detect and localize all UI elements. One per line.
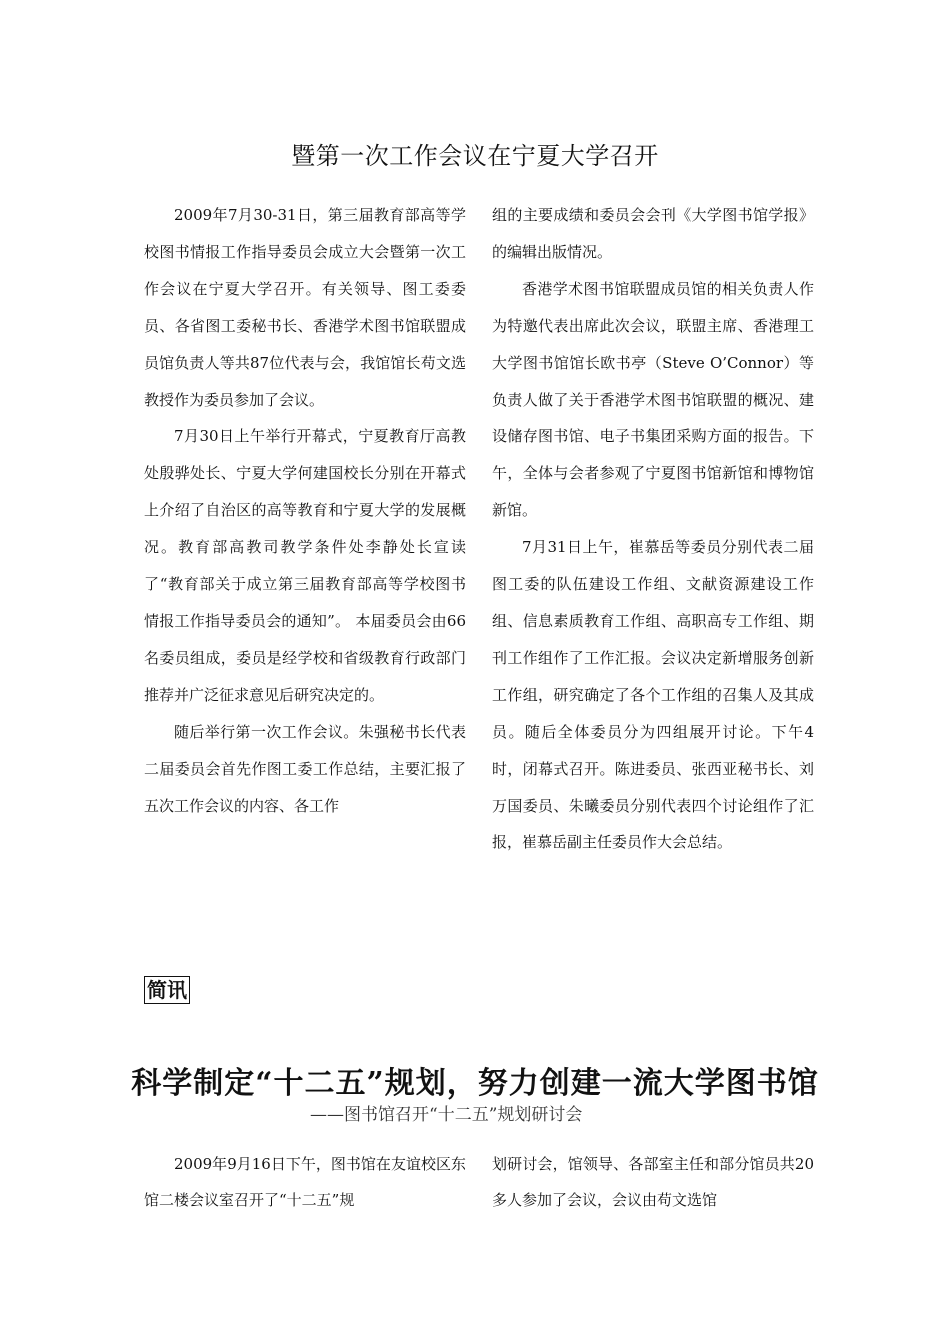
paragraph: 7月31日上午，崔慕岳等委员分别代表二届图工委的队伍建设工作组、文献资源建设工作组、信息素质教育工作组、高职高专工作组、期刊工作组作了工作汇报。会议决定新增服务创新工作组，研究确定了各个工作组的召集人及其成员。随后全体委员分为四组展开讨论。下午4时，闭幕式召开。陈进委员、张西亚秘书长、刘万国委员、朱曦委员分别代表四个讨论组作了汇报，崔慕岳副主任委员作大会总结。 bbox=[492, 538, 814, 852]
article-title: 暨第一次工作会议在宁夏大学召开 bbox=[291, 142, 659, 170]
article-subtitle: ——图书馆召开“十二五”规划研讨会 bbox=[310, 1105, 583, 1125]
article-right-column bbox=[492, 197, 814, 861]
paragraph: 划研讨会，馆领导、各部室主任和部分馆员共20多人参加了会议，会议由苟文选馆 bbox=[492, 1155, 814, 1209]
paragraph: 香港学术图书馆联盟成员馆的相关负责人作为特邀代表出席此次会议，联盟主席、香港理工大学图书馆馆长欧书亭（Steve O’Connor）等负责人做了关于香港学术图书馆联盟的概况、建设储存图书馆、电子书集团采购方面的报告。下午，全体与会者参观了宁夏图书馆新馆和博物馆新馆。 bbox=[492, 279, 814, 520]
paragraph: 组的主要成绩和委员会会刊《大学图书馆学报》的编辑出版情况。 bbox=[492, 206, 814, 261]
paragraph: 随后举行第一次工作会议。朱强秘书长代表二届委员会首先作图工委工作总结，主要汇报了五次工作会议的内容、各工作 bbox=[144, 722, 466, 815]
article-left-column bbox=[144, 1146, 466, 1218]
article-left-column bbox=[144, 197, 466, 824]
paragraph: 2009年7月30-31日，第三届教育部高等学校图书情报工作指导委员会成立大会暨第一次工作会议在宁夏大学召开。有关领导、图工委委员、各省图工委秘书长、香港学术图书馆联盟成员馆负责人等共87位代表与会，我馆馆长苟文选教授作为委员参加了会议。 bbox=[144, 206, 466, 409]
paragraph: 2009年9月16日下午，图书馆在友谊校区东馆二楼会议室召开了“十二五”规 bbox=[144, 1155, 466, 1209]
article-title: 科学制定“十二五”规划，努力创建一流大学图书馆 bbox=[131, 1066, 819, 1101]
section-tag: 简讯 bbox=[144, 976, 190, 1004]
paragraph: 7月30日上午举行开幕式，宁夏教育厅高教处殷骅处长、宁夏大学何建国校长分别在开幕式上介绍了自治区的高等教育和宁夏大学的发展概况。教育部高教司教学条件处李静处长宣读了“教育部关于成立第三届教育部高等学校图书情报工作指导委员会的通知”。 本届委员会由66名委员组成，委员是经学校和省级教育行政部门推荐并广泛征求意见后研究决定的。 bbox=[144, 427, 466, 704]
article-right-column bbox=[492, 1146, 814, 1218]
